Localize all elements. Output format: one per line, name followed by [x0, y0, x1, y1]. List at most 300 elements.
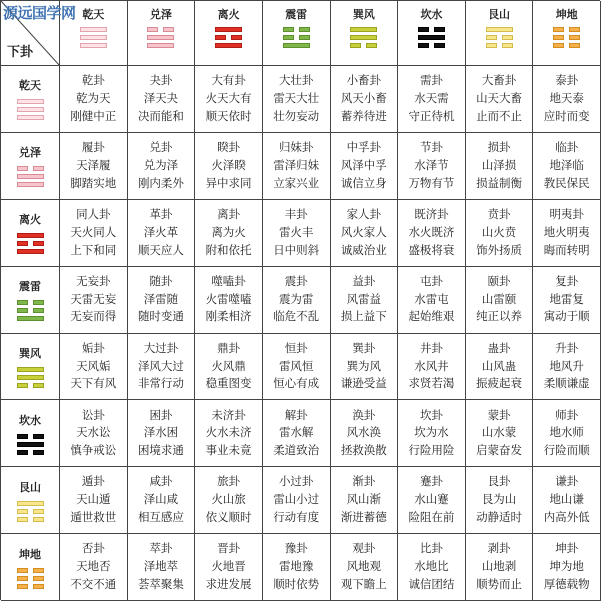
hexagram-name: 师卦 — [555, 407, 579, 422]
yin-line-segment — [418, 43, 429, 48]
yang-line — [17, 442, 44, 447]
hexagram-cell — [128, 467, 196, 534]
trigram-name: 离火 — [19, 213, 41, 227]
hexagram-cell — [263, 200, 331, 267]
hexagram-cell — [398, 334, 466, 401]
hexagram-cell — [533, 400, 601, 467]
hexagram-meaning: 柔顺谦虚 — [543, 376, 590, 391]
yin-line-segment — [366, 43, 377, 48]
hexagram-name: 节卦 — [419, 140, 443, 155]
hexagram-cell — [195, 267, 263, 334]
trigram-line — [17, 501, 44, 506]
lower-trigram-label: 下卦 — [7, 45, 34, 60]
hexagram-name: 履卦 — [81, 140, 105, 155]
row-header-5 — [1, 400, 60, 467]
yin-line-segment — [33, 434, 44, 439]
hexagram-name: 乾卦 — [81, 73, 105, 88]
hexagram-composition: 风水涣 — [346, 425, 382, 440]
trigram-name: 离火 — [217, 8, 240, 21]
hexagram-cell — [128, 133, 196, 200]
hexagram-name: 大畜卦 — [481, 73, 517, 88]
hexagram-name: 谦卦 — [555, 474, 579, 489]
trigram-line — [17, 568, 44, 573]
hexagram-composition: 风地观 — [346, 559, 382, 574]
hexagram-cell — [398, 534, 466, 601]
hexagram-name: 困卦 — [149, 407, 173, 422]
hexagram-name: 丰卦 — [284, 206, 308, 221]
hexagram-composition: 山雷颐 — [481, 291, 517, 306]
hexagram-name: 益卦 — [352, 273, 376, 288]
trigram-line — [147, 27, 174, 32]
trigram-kan-icon — [17, 434, 44, 455]
row-header-7 — [1, 534, 60, 601]
yin-line-segment — [33, 568, 44, 573]
hexagram-composition: 巽为风 — [346, 358, 382, 373]
hexagram-composition: 山地剥 — [481, 559, 517, 574]
hexagram-composition: 天雷无妄 — [70, 291, 117, 306]
yang-line — [80, 43, 107, 48]
yang-line — [17, 115, 44, 120]
trigram-line — [17, 233, 44, 238]
hexagram-meaning: 险阻在前 — [408, 510, 455, 525]
trigram-line — [80, 35, 107, 40]
hexagram-composition: 水火既济 — [408, 224, 455, 239]
trigram-line — [17, 241, 44, 246]
yin-line-segment — [33, 450, 44, 455]
hexagram-meaning: 柔道致治 — [273, 443, 320, 458]
trigram-line — [17, 308, 44, 313]
hexagram-meaning: 诚威治业 — [340, 242, 387, 257]
hexagram-cell — [263, 267, 331, 334]
hexagram-cell — [60, 267, 128, 334]
column-header-1 — [128, 1, 196, 66]
hexagram-meaning: 行险用险 — [408, 443, 455, 458]
hexagram-composition: 天水讼 — [76, 425, 111, 440]
hexagram-meaning: 顺天依时 — [205, 108, 252, 123]
trigram-line — [215, 43, 242, 48]
column-header-5 — [398, 1, 466, 66]
hexagram-composition: 山水蒙 — [481, 425, 517, 440]
hexagram-meaning: 慎争戒讼 — [70, 443, 117, 458]
hexagram-name: 颐卦 — [487, 273, 511, 288]
hexagram-name: 否卦 — [81, 541, 105, 556]
hexagram-cell — [60, 534, 128, 601]
trigram-line — [17, 300, 44, 305]
trigram-line — [80, 43, 107, 48]
trigram-name: 乾天 — [19, 79, 41, 93]
hexagram-composition: 乾为天 — [76, 91, 111, 106]
hexagram-cell — [263, 534, 331, 601]
yin-line-segment — [299, 27, 310, 32]
yang-line — [350, 35, 377, 40]
yin-line-segment — [283, 35, 294, 40]
yin-line-segment — [33, 166, 44, 171]
hexagram-cell — [331, 534, 399, 601]
trigram-line — [350, 27, 377, 32]
hexagram-meaning: 渐进蓄德 — [340, 510, 387, 525]
yin-line-segment — [350, 43, 361, 48]
hexagram-meaning: 脚踏实地 — [70, 175, 117, 190]
hexagram-meaning: 求进发展 — [205, 576, 252, 591]
hexagram-meaning: 动静适时 — [476, 510, 523, 525]
hexagram-cell — [195, 334, 263, 401]
hexagram-meaning: 顺势而止 — [476, 576, 523, 591]
hexagram-meaning: 行险而顺 — [543, 443, 590, 458]
trigram-line — [17, 442, 44, 447]
hexagram-name: 解卦 — [284, 407, 308, 422]
hexagram-composition: 泽雷随 — [143, 291, 179, 306]
hexagram-composition: 地风升 — [549, 358, 584, 373]
hexagram-name: 蒙卦 — [487, 407, 511, 422]
hexagram-name: 大壮卦 — [278, 73, 314, 88]
hexagram-cell — [398, 66, 466, 133]
trigram-line — [17, 383, 44, 388]
trigram-line — [147, 35, 174, 40]
yang-line — [17, 375, 44, 380]
yin-line-segment — [17, 383, 28, 388]
hexagram-name: 离卦 — [217, 206, 241, 221]
trigram-line — [17, 166, 44, 171]
trigram-line — [418, 43, 445, 48]
trigram-line — [486, 43, 513, 48]
yin-line-segment — [33, 241, 44, 246]
hexagram-composition: 火水未济 — [205, 425, 252, 440]
trigram-name: 坤地 — [555, 8, 578, 21]
yin-line-segment — [553, 27, 564, 32]
hexagram-composition: 水雷屯 — [414, 291, 449, 306]
hexagram-meaning: 拯救涣散 — [340, 443, 387, 458]
hexagram-meaning: 诚信团结 — [408, 576, 455, 591]
hexagram-composition: 雷泽归妹 — [273, 157, 320, 172]
hexagram-name: 噬嗑卦 — [211, 273, 246, 288]
hexagram-composition: 雷风恒 — [278, 358, 314, 373]
trigram-line — [17, 174, 44, 179]
yin-line-segment — [502, 35, 513, 40]
trigram-name: 震雷 — [19, 280, 41, 294]
hexagram-composition: 风山渐 — [346, 492, 382, 507]
trigram-line — [17, 99, 44, 104]
trigram-line — [215, 35, 242, 40]
trigram-name: 巽风 — [352, 8, 375, 21]
hexagram-cell — [466, 133, 534, 200]
hexagram-meaning: 顺天应人 — [137, 242, 184, 257]
hexagram-composition: 雷山小过 — [273, 492, 320, 507]
hexagram-name: 睽卦 — [217, 140, 241, 155]
hexagram-meaning: 稳重图变 — [205, 376, 252, 391]
hexagram-composition: 泽风大过 — [137, 358, 184, 373]
hexagram-name: 姤卦 — [81, 340, 105, 355]
yin-line-segment — [215, 35, 226, 40]
hexagram-cell — [466, 267, 534, 334]
hexagram-composition: 火泽睽 — [211, 157, 246, 172]
trigram-kun-icon — [17, 568, 44, 589]
yin-line-segment — [17, 166, 28, 171]
trigram-li-icon — [17, 233, 44, 254]
yin-line-segment — [17, 576, 28, 581]
hexagram-cell — [128, 267, 196, 334]
yin-line-segment — [33, 576, 44, 581]
trigram-line — [17, 509, 44, 514]
hexagram-cell — [195, 66, 263, 133]
yin-line-segment — [33, 509, 44, 514]
hexagram-name: 蹇卦 — [419, 474, 443, 489]
trigram-line — [17, 115, 44, 120]
hexagram-name: 恒卦 — [284, 340, 308, 355]
hexagram-meaning: 壮勿妄动 — [273, 108, 320, 123]
hexagram-cell — [331, 467, 399, 534]
yang-line — [215, 43, 242, 48]
hexagram-name: 革卦 — [149, 206, 173, 221]
hexagram-composition: 坎为水 — [414, 425, 449, 440]
hexagram-composition: 泽火革 — [143, 224, 179, 239]
hexagram-meaning: 决而能和 — [137, 108, 184, 123]
hexagram-name: 小畜卦 — [346, 73, 382, 88]
hexagram-meaning: 谦逊受益 — [340, 376, 387, 391]
yang-line — [350, 27, 377, 32]
hexagram-cell — [533, 66, 601, 133]
hexagram-name: 归妹卦 — [278, 140, 314, 155]
yin-line-segment — [17, 509, 28, 514]
hexagram-composition: 天山遁 — [76, 492, 111, 507]
hexagram-meaning: 寓动于顺 — [543, 309, 590, 324]
hexagram-meaning: 应时而变 — [543, 108, 590, 123]
hexagram-name: 震卦 — [284, 273, 308, 288]
hexagram-name: 夬卦 — [149, 73, 173, 88]
hexagram-meaning: 起始维艰 — [408, 309, 455, 324]
hexagram-cell — [398, 400, 466, 467]
trigram-name: 乾天 — [82, 8, 105, 21]
hexagram-name: 随卦 — [149, 273, 173, 288]
hexagram-meaning: 日中则斜 — [273, 242, 320, 257]
hexagram-meaning: 附和依托 — [205, 242, 252, 257]
corner-cell — [1, 1, 76, 66]
hexagram-name: 晋卦 — [217, 541, 241, 556]
yin-line-segment — [418, 27, 429, 32]
column-header-3 — [263, 1, 331, 66]
yin-line-segment — [569, 27, 580, 32]
hexagram-composition: 泽天夬 — [143, 91, 179, 106]
hexagram-cell — [195, 200, 263, 267]
yang-line — [147, 43, 174, 48]
yin-line-segment — [569, 43, 580, 48]
yang-line — [17, 174, 44, 179]
trigram-li-icon — [215, 27, 242, 48]
hexagram-meaning: 万物有节 — [408, 175, 455, 190]
trigram-line — [486, 27, 513, 32]
hexagram-meaning: 损上益下 — [340, 309, 387, 324]
trigram-xun-icon — [350, 27, 377, 48]
hexagram-composition: 火雷噬嗑 — [205, 291, 252, 306]
hexagram-name: 小过卦 — [278, 474, 314, 489]
site-watermark: 源远国学网 — [3, 4, 76, 22]
hexagram-cell — [263, 66, 331, 133]
trigram-line — [283, 27, 310, 32]
hexagram-name: 同人卦 — [76, 206, 111, 221]
hexagram-meaning: 盛极将衰 — [408, 242, 455, 257]
trigram-line — [17, 450, 44, 455]
trigram-line — [553, 27, 580, 32]
hexagram-cell — [533, 200, 601, 267]
trigram-line — [486, 35, 513, 40]
yin-line-segment — [553, 43, 564, 48]
hexagram-name: 坎卦 — [419, 407, 443, 422]
trigram-name: 坤地 — [19, 547, 41, 561]
hexagram-meaning: 遁世救世 — [70, 510, 117, 525]
hexagram-meaning: 无妄而得 — [70, 309, 117, 324]
hexagram-name: 家人卦 — [346, 206, 382, 221]
trigram-line — [418, 27, 445, 32]
hexagram-cell — [60, 200, 128, 267]
hexagram-composition: 雷火丰 — [278, 224, 314, 239]
hexagram-meaning: 天下有风 — [70, 376, 117, 391]
hexagram-name: 贲卦 — [487, 206, 511, 221]
hexagram-composition: 泽山咸 — [143, 492, 179, 507]
yin-line-segment — [17, 308, 28, 313]
hexagram-meaning: 饰外扬质 — [476, 242, 523, 257]
yin-line-segment — [231, 35, 242, 40]
yin-line-segment — [486, 35, 497, 40]
hexagram-meaning: 临危不乱 — [273, 309, 320, 324]
hexagram-meaning: 行动有度 — [273, 510, 320, 525]
yang-line — [17, 249, 44, 254]
hexagram-meaning: 依义顺时 — [205, 510, 252, 525]
hexagram-meaning: 内高外低 — [543, 510, 590, 525]
hexagram-name: 涣卦 — [352, 407, 376, 422]
hexagram-composition: 泽水困 — [143, 425, 179, 440]
trigram-name: 兑泽 — [149, 8, 172, 21]
hexagram-composition: 风火家人 — [340, 224, 387, 239]
hexagram-name: 明夷卦 — [549, 206, 584, 221]
hexagram-name: 遁卦 — [81, 474, 105, 489]
hexagram-cell — [60, 66, 128, 133]
yang-line — [17, 233, 44, 238]
trigram-line — [80, 27, 107, 32]
hexagram-cell — [60, 400, 128, 467]
hexagram-composition: 山火贲 — [481, 224, 517, 239]
hexagram-meaning: 损益制衡 — [476, 175, 523, 190]
hexagram-cell — [533, 133, 601, 200]
yin-line-segment — [33, 300, 44, 305]
hexagram-meaning: 守正待机 — [408, 108, 455, 123]
trigram-line — [17, 249, 44, 254]
hexagram-composition: 地天泰 — [549, 91, 584, 106]
hexagram-cell — [263, 400, 331, 467]
hexagram-composition: 水泽节 — [414, 157, 449, 172]
hexagram-meaning: 顺时依势 — [273, 576, 320, 591]
trigram-line — [283, 43, 310, 48]
hexagram-meaning: 立家兴业 — [273, 175, 320, 190]
yin-line-segment — [569, 35, 580, 40]
trigram-line — [17, 584, 44, 589]
hexagram-composition: 火天大有 — [205, 91, 252, 106]
hexagram-composition: 风雷益 — [346, 291, 382, 306]
hexagram-meaning: 荟萃聚集 — [137, 576, 184, 591]
hexagram-name: 井卦 — [419, 340, 443, 355]
trigram-name: 兑泽 — [19, 146, 41, 160]
trigram-qian-icon — [80, 27, 107, 48]
hexagram-meaning: 纯正以养 — [476, 309, 523, 324]
hexagram-name: 鼎卦 — [217, 340, 241, 355]
hexagram-name: 既济卦 — [414, 206, 449, 221]
hexagram-composition: 离为火 — [211, 224, 246, 239]
row-header-4 — [1, 334, 60, 401]
trigram-gen-icon — [486, 27, 513, 48]
hexagram-composition: 地火明夷 — [543, 224, 590, 239]
hexagram-composition: 地山谦 — [549, 492, 584, 507]
yang-line — [17, 501, 44, 506]
yang-line — [486, 27, 513, 32]
hexagram-meaning: 困境求通 — [137, 443, 184, 458]
hexagram-composition: 艮为山 — [481, 492, 517, 507]
hexagram-cell — [195, 534, 263, 601]
yin-line-segment — [17, 517, 28, 522]
yang-line — [17, 99, 44, 104]
hexagram-composition: 雷天大壮 — [273, 91, 320, 106]
hexagram-cell — [128, 534, 196, 601]
trigram-line — [17, 182, 44, 187]
trigram-line — [350, 43, 377, 48]
trigram-line — [147, 43, 174, 48]
hexagram-cell — [398, 267, 466, 334]
hexagram-cell — [60, 334, 128, 401]
trigram-kun-icon — [553, 27, 580, 48]
yin-line-segment — [17, 241, 28, 246]
yang-line — [283, 43, 310, 48]
hexagram-cell — [398, 133, 466, 200]
hexagram-meaning: 启蒙奋发 — [476, 443, 523, 458]
hexagram-meaning: 上下和同 — [70, 242, 117, 257]
hexagram-cell — [263, 133, 331, 200]
yin-line-segment — [33, 584, 44, 589]
hexagram-name: 蛊卦 — [487, 340, 511, 355]
hexagram-composition: 风泽中孚 — [340, 157, 387, 172]
hexagram-name: 大有卦 — [211, 73, 246, 88]
hexagram-meaning: 晦而转明 — [543, 242, 590, 257]
hexagram-composition: 水天需 — [414, 91, 449, 106]
hexagram-name: 临卦 — [555, 140, 579, 155]
hexagram-composition: 山天大畜 — [476, 91, 523, 106]
hexagram-meaning: 教民保民 — [543, 175, 590, 190]
trigram-zhen-icon — [17, 300, 44, 321]
hexagram-cell — [466, 66, 534, 133]
hexagram-name: 旅卦 — [217, 474, 241, 489]
yin-line-segment — [17, 584, 28, 589]
hexagram-meaning: 止而不止 — [476, 108, 523, 123]
row-header-3 — [1, 267, 60, 334]
hexagram-cell — [533, 267, 601, 334]
hexagram-cell — [128, 400, 196, 467]
trigram-gen-icon — [17, 501, 44, 522]
trigram-line — [17, 434, 44, 439]
hexagram-name: 未济卦 — [211, 407, 246, 422]
hexagram-cell — [466, 534, 534, 601]
hexagram-cell — [331, 334, 399, 401]
hexagram-cell — [331, 267, 399, 334]
hexagram-meaning: 诚信立身 — [340, 175, 387, 190]
yin-line-segment — [33, 308, 44, 313]
hexagram-meaning: 非常行动 — [137, 376, 184, 391]
hexagram-meaning: 刚内柔外 — [137, 175, 184, 190]
hexagram-meaning: 振疲起衰 — [476, 376, 523, 391]
trigram-name: 艮山 — [19, 480, 41, 494]
hexagram-meaning: 不交不通 — [70, 576, 117, 591]
hexagram-cell — [263, 334, 331, 401]
hexagram-name: 中孚卦 — [346, 140, 382, 155]
hexagram-cell — [331, 133, 399, 200]
hexagram-composition: 地雷复 — [549, 291, 584, 306]
trigram-line — [553, 35, 580, 40]
hexagram-composition: 山泽损 — [481, 157, 517, 172]
